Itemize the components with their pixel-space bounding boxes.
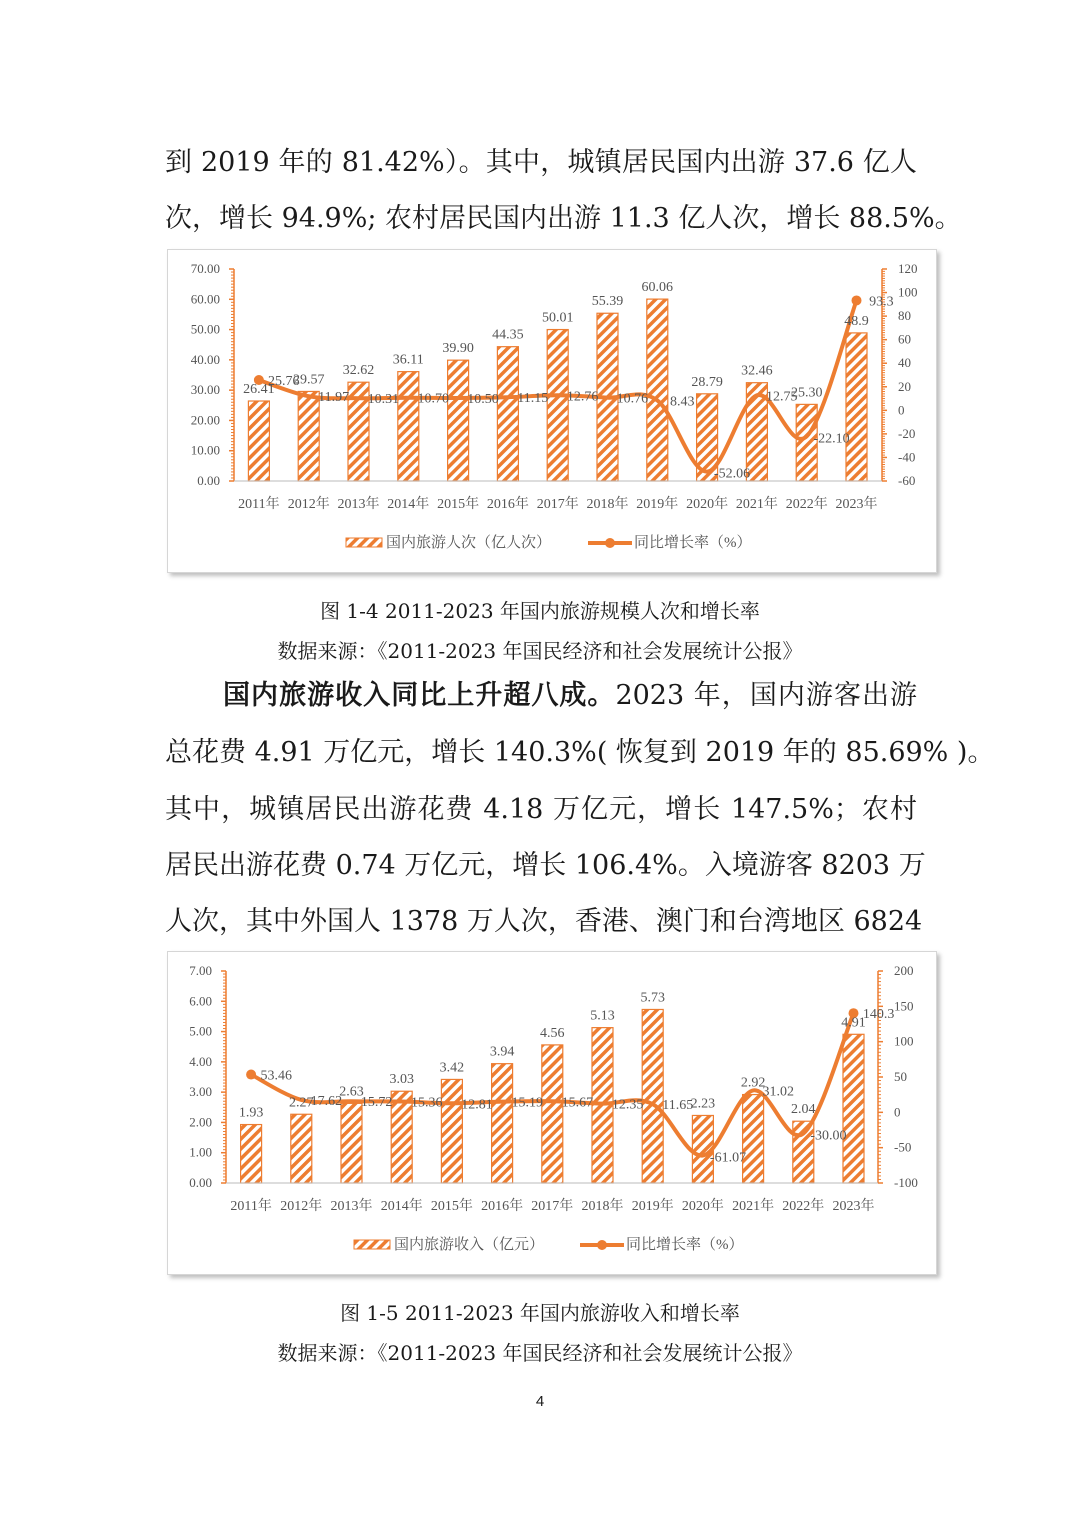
paragraph-1-line-1: 到 2019 年的 81.42%）。其中，城镇居民国内出游 37.6 亿人 [165,147,917,178]
y-right-tick-label: -20 [898,425,916,441]
y-right-tick-label: 150 [894,998,914,1014]
x-tick-label: 2023年 [832,1199,875,1214]
y-left-tick-label: 20.00 [190,412,220,428]
y-left-tick-label: 3.00 [189,1084,212,1100]
bar-2021年 [743,1095,764,1183]
line-data-label: 53.46 [260,1068,292,1084]
bar-data-label: 2.04 [791,1102,816,1118]
bar-2011年 [248,401,269,481]
line-data-label: 15.36 [411,1095,443,1111]
bar-data-label: 3.42 [439,1060,465,1076]
bar-data-label: 44.35 [492,327,524,343]
bar-data-label: 25.30 [790,385,823,401]
y-right-tick-label: 50 [894,1069,907,1084]
growth-rate-marker [852,295,862,305]
y-left-tick-label: 70.00 [190,261,220,276]
x-tick-label: 2020年 [681,1199,724,1214]
figure-2-caption: 图 1-5 2011-2023 年国内旅游收入和增长率 [340,1301,740,1325]
y-right-tick-label: -40 [898,449,916,465]
bar-2017年 [542,1045,563,1183]
bar-2014年 [398,372,419,481]
y-right-tick-label: 40 [898,355,911,371]
y-left-tick-label: 6.00 [189,993,212,1009]
bar-2019年 [647,299,668,481]
line-data-label: 8.43 [669,394,695,410]
y-right-tick-label: 120 [898,261,918,276]
bar-data-label: 32.62 [342,363,375,379]
x-tick-label: 2013年 [330,1199,373,1214]
paragraph-2-line-1 [223,673,917,712]
y-right-tick-label: 0 [894,1104,901,1120]
bar-2023年 [846,333,867,481]
x-tick-label: 2021年 [735,497,778,512]
x-tick-label: 2022年 [785,497,828,512]
bar-data-label: 26.41 [243,382,275,398]
paragraph-2-line-2: 总花费 4.91 万亿元，增长 140.3%( 恢复到 2019 年的 85.69% )。 [165,737,995,768]
x-tick-label: 2019年 [631,1199,674,1214]
bar-data-label: 5.73 [640,990,665,1006]
y-right-tick-label: 200 [894,963,914,978]
paragraph-2-line-3: 其中，城镇居民出游花费 4.18 万亿元，增长 147.5%；农村 [165,794,917,825]
line-data-label: 15.67 [561,1095,594,1111]
legend-line-label: 同比增长率（%） [626,1237,744,1253]
bar-data-label: 3.03 [389,1072,414,1088]
legend-line-marker [597,1240,607,1250]
x-tick-label: 2013年 [337,497,380,512]
y-right-tick-label: -100 [894,1175,918,1190]
line-data-label: -52.06 [713,466,751,482]
x-tick-label: 2021年 [732,1199,775,1214]
bar-2017年 [547,330,568,481]
y-left-tick-label: 40.00 [190,351,220,367]
page-number: 4 [535,1393,545,1410]
x-tick-label: 2018年 [581,1199,624,1214]
bar-data-label: 1.93 [238,1105,264,1121]
legend-bar-swatch [346,538,382,547]
line-data-label: 12.75 [766,389,798,405]
y-right-tick-label: 100 [898,284,918,300]
chart-domestic-trips [167,249,937,573]
legend-bar-label: 国内旅游人次（亿人次） [386,535,552,551]
line-data-label: 140.3 [862,1007,895,1023]
y-left-tick-label: 60.00 [190,291,220,307]
bar-2019年 [642,1009,663,1183]
line-data-label: -30.00 [810,1128,847,1144]
x-tick-label: 2016年 [481,1199,524,1214]
legend-bar-swatch [354,1240,390,1249]
line-data-label: 10.70 [417,391,449,407]
line-data-label: -61.07 [709,1150,747,1166]
x-tick-label: 2014年 [380,1199,423,1214]
figure-1-caption: 图 1-4 2011-2023 年国内旅游规模人次和增长率 [320,599,760,623]
y-right-tick-label: 100 [894,1033,914,1049]
line-data-label: 15.72 [360,1095,393,1111]
y-right-tick-label: 20 [898,378,911,394]
line-data-label: 10.76 [616,391,649,407]
bar-2015年 [448,360,469,481]
x-tick-label: 2012年 [280,1199,323,1214]
chart-domestic-revenue [167,951,937,1275]
y-left-tick-label: 10.00 [190,442,220,458]
x-tick-label: 2011年 [230,1199,272,1214]
bar-data-label: 29.57 [292,372,325,388]
y-left-tick-label: 1.00 [189,1144,212,1160]
bar-2011年 [241,1125,262,1183]
line-data-label: 12.76 [566,389,599,405]
y-right-tick-label: 60 [898,331,911,347]
bar-data-label: 48.9 [844,313,869,329]
bar-2023年 [843,1034,864,1183]
y-left-tick-label: 2.00 [189,1114,212,1130]
y-left-tick-label: 30.00 [190,382,220,398]
x-tick-label: 2016年 [486,497,529,512]
paragraph-2-line-4: 居民出游花费 0.74 万亿元，增长 106.4%。入境游客 8203 万 [165,850,926,881]
bar-2013年 [341,1103,362,1183]
x-tick-label: 2017年 [536,497,579,512]
paragraph-1-line-2: 次，增长 94.9%; 农村居民国内出游 11.3 亿人次，增长 88.5%。 [165,203,962,234]
bar-2016年 [492,1064,513,1183]
line-data-label: 12.35 [611,1097,644,1113]
y-right-tick-label: 80 [898,308,911,324]
bar-data-label: 2.92 [740,1075,766,1091]
bar-data-label: 39.90 [442,341,474,357]
paragraph-2-line-5: 人次，其中外国人 1378 万人次，香港、澳门和台湾地区 6824 [165,906,923,937]
bar-data-label: 50.01 [541,310,574,326]
y-right-tick-label: -50 [894,1139,912,1155]
x-tick-label: 2019年 [636,497,679,512]
bar-data-label: 28.79 [691,374,723,390]
paragraph-2-line-1-rest: 2023 年，国内游客出游 [615,680,918,711]
line-data-label: 93.3 [869,294,894,310]
bar-2014年 [391,1091,412,1183]
y-left-tick-label: 7.00 [189,963,212,978]
paragraph-2-heading: 国内旅游收入同比上升超八成。 [223,680,616,711]
y-left-tick-label: 0.00 [189,1175,212,1190]
x-tick-label: 2015年 [430,1199,473,1214]
legend-line-label: 同比增长率（%） [634,535,752,551]
line-data-label: -22.10 [813,431,850,447]
line-data-label: 11.65 [662,1098,694,1114]
bar-2016年 [497,347,518,481]
y-right-tick-label: 0 [898,402,905,418]
bar-data-label: 2.63 [339,1084,364,1100]
figure-1-source: 数据来源：《2011-2023 年国民经济和社会发展统计公报》 [277,639,803,663]
bar-data-label: 3.94 [489,1044,515,1060]
line-data-label: 10.50 [467,391,499,407]
x-tick-label: 2012年 [287,497,330,512]
line-data-label: 31.02 [762,1084,794,1100]
bar-data-label: 36.11 [392,352,424,368]
y-right-tick-label: -60 [898,473,916,488]
x-tick-label: 2023年 [835,497,878,512]
legend-bar-label: 国内旅游收入（亿元） [394,1237,545,1253]
line-data-label: 11.97 [318,390,350,406]
bar-2015年 [441,1079,462,1183]
x-tick-label: 2020年 [686,497,729,512]
bar-2012年 [291,1114,312,1183]
x-tick-label: 2022年 [782,1199,825,1214]
y-left-tick-label: 50.00 [190,321,220,337]
x-tick-label: 2014年 [387,497,430,512]
bar-data-label: 5.13 [590,1008,615,1024]
line-data-label: 10.31 [367,392,400,408]
x-tick-label: 2018年 [586,497,629,512]
y-left-tick-label: 4.00 [189,1053,212,1069]
bar-2012年 [298,391,319,481]
line-data-label: 15.19 [511,1095,543,1111]
y-left-tick-label: 5.00 [189,1023,212,1039]
legend-line-marker [605,538,615,548]
line-data-label: 17.62 [310,1093,343,1109]
line-data-label: 25.76 [268,373,300,389]
bar-data-label: 4.56 [540,1025,565,1041]
bar-data-label: 2.23 [690,1096,716,1112]
growth-rate-marker [246,1070,256,1080]
line-data-label: 11.15 [517,391,549,407]
line-data-label: 12.81 [461,1097,493,1113]
x-tick-label: 2015年 [437,497,480,512]
y-left-tick-label: 0.00 [197,473,220,488]
chart-domestic-revenue-svg [168,952,936,1274]
x-tick-label: 2011年 [238,497,280,512]
chart-domestic-trips-svg [168,250,936,572]
bar-data-label: 60.06 [641,280,674,296]
x-tick-label: 2017年 [531,1199,574,1214]
bar-data-label: 55.39 [591,294,624,310]
figure-2-source: 数据来源：《2011-2023 年国民经济和社会发展统计公报》 [277,1341,803,1365]
bar-data-label: 4.91 [841,1015,866,1031]
bar-data-label: 2.27 [289,1095,314,1111]
bar-data-label: 32.46 [741,363,773,379]
